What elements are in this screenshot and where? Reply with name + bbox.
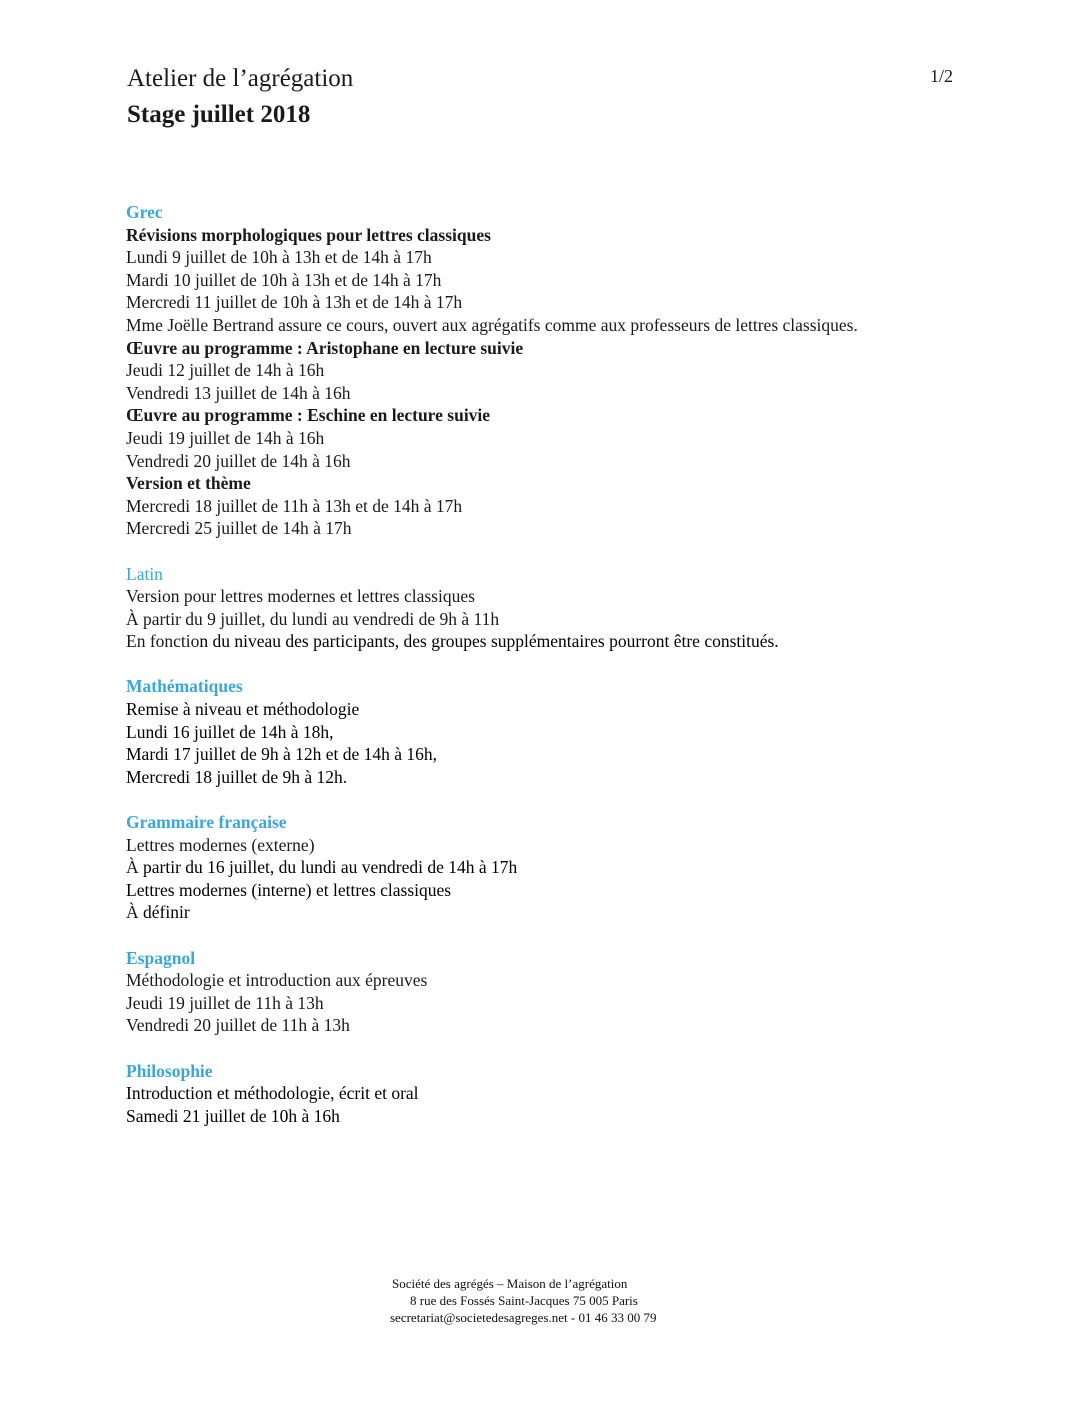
section-title: Grammaire française	[126, 812, 287, 833]
schedule-line: Mercredi 18 juillet de 9h à 12h.	[126, 766, 348, 787]
course-title: Œuvre au programme : Aristophane en lecture suivie	[126, 337, 524, 358]
course-note-part: En fonctio	[126, 631, 200, 652]
course-title: Version pour lettres modernes et lettres classiques	[126, 586, 475, 607]
section-espagnol	[126, 947, 1026, 1037]
document-body	[126, 201, 1026, 1127]
section-mathematiques	[126, 675, 1026, 788]
course-title: Introduction et méthodologie, écrit et oral	[126, 1083, 419, 1104]
course-title: Révisions morphologiques pour lettres classiques	[126, 224, 491, 245]
schedule-line: Mercredi 18 juillet de 11h à 13h et de 14h à 17h	[126, 495, 463, 516]
schedule-line: Lundi 9 juillet de 10h à 13h et de 14h à 17h	[126, 247, 432, 268]
schedule-line: Mardi 17 juillet de 9h à 12h et de 14h à 16h,	[126, 744, 438, 765]
schedule-line: Mercredi 25 juillet de 14h à 17h	[126, 518, 352, 539]
section-latin	[126, 563, 1026, 653]
page-footer	[380, 1275, 720, 1326]
course-note-part: n du niveau des participants, des groupes supplémentaires pourront être constitués.	[199, 631, 779, 652]
section-title: Grec	[126, 202, 163, 222]
spacer	[126, 653, 1026, 676]
schedule-line: Vendredi 20 juillet de 11h à 13h	[126, 1015, 350, 1036]
footer-contact: secretariat@societedesagreges.net - 01 46 33 00 79	[390, 1310, 657, 1325]
document-subtitle: Stage juillet 2018	[127, 101, 311, 128]
section-philosophie	[126, 1060, 1026, 1128]
schedule-line: Vendredi 13 juillet de 14h à 16h	[126, 382, 351, 403]
spacer	[126, 1037, 1026, 1060]
schedule-line: Lundi 16 juillet de 14h à 18h,	[126, 721, 334, 742]
schedule-line: Jeudi 12 juillet de 14h à 16h	[126, 360, 325, 381]
schedule-line: Jeudi 19 juillet de 11h à 13h	[126, 992, 324, 1013]
schedule-part: À	[126, 857, 139, 878]
course-title: Méthodologie et introduction aux épreuves	[126, 970, 428, 991]
section-grammaire	[126, 811, 1026, 924]
spacer	[126, 788, 1026, 811]
schedule-line: Vendredi 20 juillet de 14h à 16h	[126, 450, 351, 471]
schedule-line	[126, 901, 1026, 924]
schedule-part: À	[126, 902, 139, 923]
footer-organization: Société des agrégés – Maison de l’agrégation	[392, 1276, 628, 1291]
schedule-part: définir	[138, 902, 190, 923]
schedule-line	[126, 856, 1026, 879]
schedule-line: Mercredi 11 juillet de 10h à 13h et de 14h à 17h	[126, 292, 463, 313]
course-note: Mme Joëlle Bertrand assure ce cours, ouvert aux agrégatifs comme aux professeurs de lettres classiques.	[126, 314, 858, 335]
document-title: Atelier de l’agrégation	[127, 65, 354, 92]
schedule-line: Jeudi 19 juillet de 14h à 16h	[126, 427, 325, 448]
footer-address: 8 rue des Fossés Saint-Jacques 75 005 Paris	[410, 1293, 638, 1308]
course-title: Version et thème	[126, 473, 251, 494]
section-grec	[126, 201, 1026, 540]
section-title: Mathématiques	[126, 676, 243, 697]
course-title: Lettres modernes (externe)	[126, 834, 315, 855]
schedule-line: Samedi 21 juillet de 10h à 16h	[126, 1105, 340, 1126]
course-title: Remise à niveau et méthodologie	[126, 699, 360, 720]
section-title: Philosophie	[126, 1060, 213, 1081]
schedule-line: À partir du 9 juillet, du lundi au vendredi de 9h à 11h	[126, 608, 500, 629]
section-title: Latin	[126, 563, 163, 584]
course-note	[126, 630, 1026, 653]
course-title: Œuvre au programme : Eschine en lecture suivie	[126, 405, 491, 426]
spacer	[126, 924, 1026, 947]
spacer	[126, 540, 1026, 563]
schedule-line: Mardi 10 juillet de 10h à 13h et de 14h à 17h	[126, 269, 442, 290]
schedule-part: partir du 16 juillet, du lundi au vendredi de 14h à 17h	[138, 857, 518, 878]
course-title: Lettres modernes (interne) et lettres classiques	[126, 879, 452, 900]
page-number: 1/2	[930, 66, 954, 86]
section-title: Espagnol	[126, 947, 196, 968]
